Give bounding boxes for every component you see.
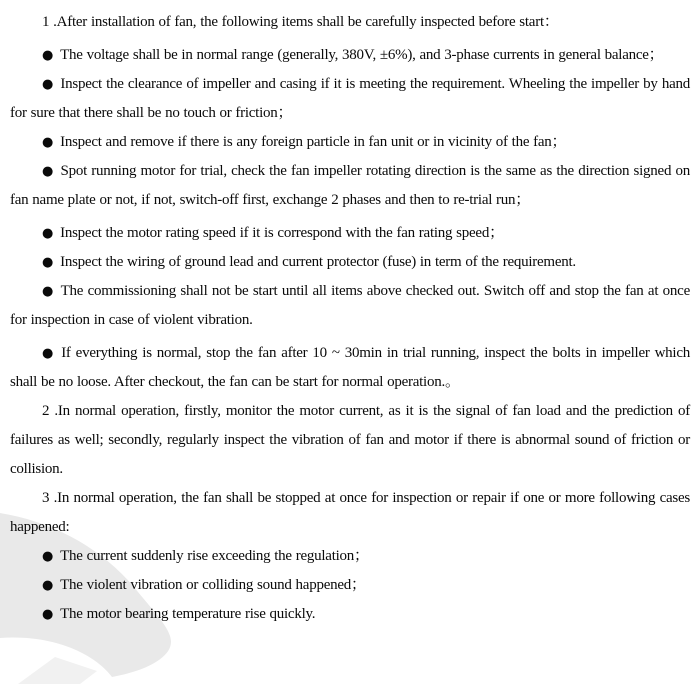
bullet-item-text: The motor bearing temperature rise quickly. xyxy=(60,606,316,622)
bullet-item-trial-running xyxy=(10,339,690,397)
logo-watermark-corner xyxy=(18,657,97,684)
paragraph-2-text: 2 .In normal operation, firstly, monitor the motor current, as it is the signal of fan load and the prediction of failures as well; secondly, regularly inspect the vibration of fan and motor if there is abnormal sound of friction or collision. xyxy=(10,403,690,477)
paragraph-1 xyxy=(10,8,690,37)
bullet-icon: ● xyxy=(42,48,54,63)
bullet-icon: ● xyxy=(42,346,55,361)
bullet-item-clearance xyxy=(10,70,690,128)
bullet-icon: ● xyxy=(42,284,54,299)
bullet-item-text: The current suddenly rise exceeding the regulation； xyxy=(60,548,369,564)
bullet-item-voltage xyxy=(10,41,690,70)
bullet-icon: ● xyxy=(42,164,54,179)
bullet-item-text: Spot running motor for trial, check the fan impeller rotating direction is the same as the direction signed on fan name plate or not, if not, switch-off first, exchange 2 phases and then to re-trial run； xyxy=(10,163,691,208)
bullet-item-text: If everything is normal, stop the fan after 10 ~ 30min in trial running, inspect the bolts in impeller which shall be no loose. After checkout, the fan can be start for normal operation.。 xyxy=(10,345,690,390)
bullet-item-rating-speed xyxy=(10,219,690,248)
bullet-item-text: Inspect the wiring of ground lead and current protector (fuse) in term of the requirement. xyxy=(60,254,576,270)
paragraph-2 xyxy=(10,397,690,484)
bullet-icon: ● xyxy=(42,77,54,92)
paragraph-3 xyxy=(10,484,690,542)
bullet-icon: ● xyxy=(42,255,54,270)
bullet-icon: ● xyxy=(42,226,54,241)
bullet-item-commissioning xyxy=(10,277,690,335)
bullet-item-wiring xyxy=(10,248,690,277)
bullet-item-violent-vibration xyxy=(10,571,690,600)
bullet-item-text: Inspect the clearance of impeller and casing if it is meeting the requirement. Wheeling the impeller by hand for sure that there shall be no touch or friction； xyxy=(10,76,690,121)
bullet-item-text: The violent vibration or colliding sound happened； xyxy=(60,577,366,593)
paragraph-1-text: 1 .After installation of fan, the following items shall be carefully inspected before start： xyxy=(42,14,559,30)
bullet-icon: ● xyxy=(42,135,54,150)
bullet-item-text: The commissioning shall not be start until all items above checked out. Switch off and stop the fan at once for inspection in case of violent vibration. xyxy=(10,283,690,328)
bullet-item-bearing-temperature xyxy=(10,600,690,629)
bullet-icon: ● xyxy=(42,578,54,593)
bullet-item-foreign-particle xyxy=(10,128,690,157)
bullet-icon: ● xyxy=(42,607,54,622)
bullet-item-text: Inspect and remove if there is any foreign particle in fan unit or in vicinity of the fan； xyxy=(60,134,567,150)
bullet-icon: ● xyxy=(42,549,54,564)
bullet-item-text: The voltage shall be in normal range (generally, 380V, ±6%), and 3-phase currents in general balance； xyxy=(60,47,664,63)
bullet-item-spot-running xyxy=(10,157,690,215)
bullet-item-current-rise xyxy=(10,542,690,571)
paragraph-3-text: 3 .In normal operation, the fan shall be stopped at once for inspection or repair if one or more following cases happened: xyxy=(10,490,690,535)
bullet-item-text: Inspect the motor rating speed if it is correspond with the fan rating speed； xyxy=(60,225,504,241)
